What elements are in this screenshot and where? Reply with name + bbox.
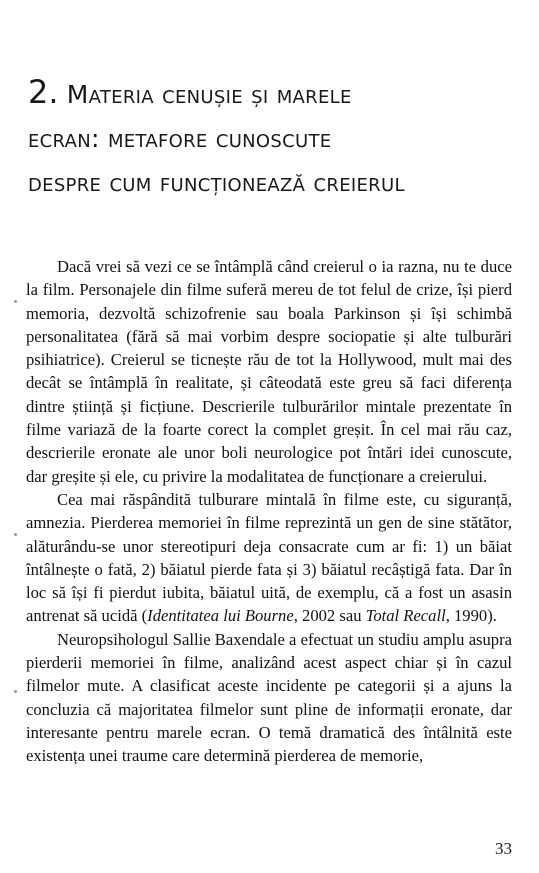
chapter-title-line-1: Materia cenușie și marele: [66, 80, 352, 109]
paragraph: Neuropsihologul Sallie Baxendale a efectuat un studiu amplu asupra pierderii memoriei în filme, analizând acest aspect chiar și în cazul filmelor mute. A clasificat aceste incidente pe categorii și a ajuns la concluzia că majoritatea filmelor sunt pline de informații eronate, dar interesante pentru marele ecran. O temă dramatică des întâlnită este existența unei traume care determină pierderea de memorie,: [26, 629, 512, 766]
scan-speck: [14, 300, 17, 303]
scan-speck: [14, 690, 17, 693]
paragraph: Cea mai răspândită tulburare mintală în filme este, cu siguranță, amnezia. Pierderea memoriei în filme reprezintă un gen de sine stătător, alăturându-se unor stereotipuri deja consacrate cum ar fi: 1) un băiat întâlnește o fată, 2) băiatul pierde fata și 3) băiatul recâștigă fata. Dar în loc să își fi pierdut iubita, băiatul uită, de exemplu, că a fost un asasin antrenat să ucidă (Identitatea lui Bourne, 2002 sau Total Recall, 1990).: [26, 489, 512, 626]
paragraph: Dacă vrei să vezi ce se întâmplă când creierul o ia razna, nu te duce la film. Personajele din filme suferă mereu de tot felul de crize, își pierd memoria, dezvoltă schizofrenie sau boala Parkinson și își schimbă personalitatea (fără să mai vorbim despre sociopatie și alte tulburări psihiatrice). Creierul se ticnește rău de tot la Hollywood, mult mai des decât se întâmplă în realitate, și câteodată este greu să faci diferența dintre știință și ficțiune. Descrierile tulburărilor mintale prezentate în filme variază de la foarte corect la complet greșit. În cel mai rău caz, descrierile eronate ale unor boli neurologice pot întări idei cunoscute, dar greșite și ele, cu privire la modalitatea de funcționare a creierului.: [26, 257, 512, 486]
chapter-heading: [28, 70, 528, 205]
chapter-title-line-3: despre cum funcționează creierul: [28, 168, 405, 197]
chapter-title-line-2: ecran: metafore cunoscute: [28, 124, 332, 153]
chapter-heading-line-1: [28, 70, 528, 117]
chapter-number: 2.: [28, 73, 59, 111]
chapter-body: [26, 255, 512, 768]
page-number: 33: [495, 839, 512, 858]
scan-speck: [14, 533, 17, 536]
